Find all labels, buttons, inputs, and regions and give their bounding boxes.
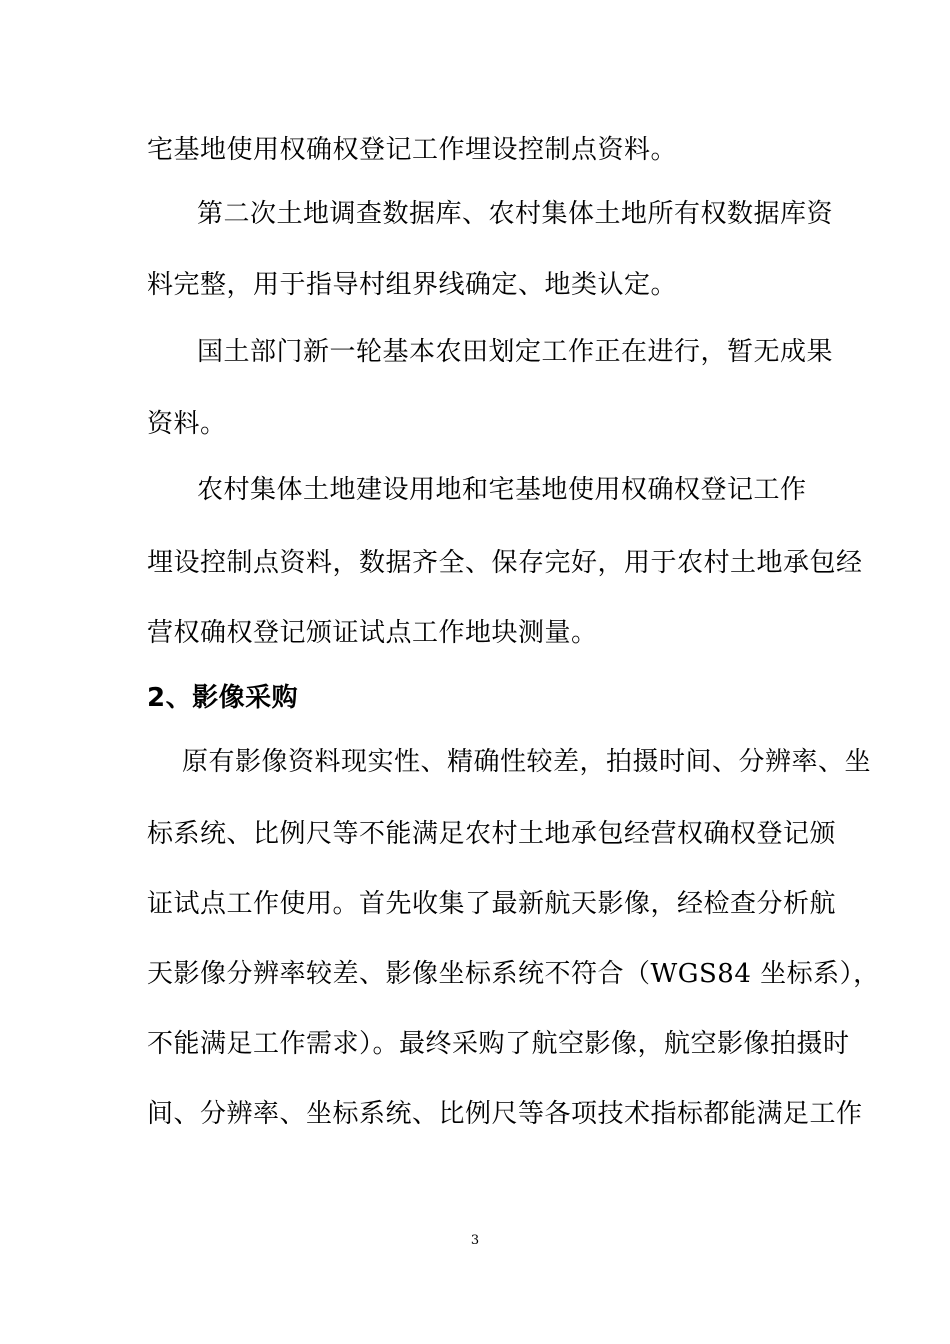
section-paragraph-line-1: 原有影像资料现实性、精确性较差，拍摄时间、分辨率、坐 (182, 747, 872, 777)
paragraph-1-line-1: 宅基地使用权确权登记工作埋设控制点资料。 (147, 135, 678, 165)
section-paragraph-line-6: 间、分辨率、坐标系统、比例尺等各项技术指标都能满足工作 (147, 1099, 863, 1129)
paragraph-4-line-1: 农村集体土地建设用地和宅基地使用权确权登记工作 (197, 475, 807, 505)
paragraph-3-line-1: 国土部门新一轮基本农田划定工作正在进行，暂无成果 (197, 337, 834, 367)
section-paragraph-line-5: 不能满足工作需求）。最终采购了航空影像，航空影像拍摄时 (147, 1029, 850, 1059)
paragraph-2-line-1: 第二次土地调查数据库、农村集体土地所有权数据库资 (197, 199, 834, 229)
paragraph-2-line-2: 料完整，用于指导村组界线确定、地类认定。 (147, 270, 678, 300)
section-paragraph-line-2: 标系统、比例尺等不能满足农村土地承包经营权确权登记颁 (147, 819, 837, 849)
paragraph-4-line-2: 埋设控制点资料，数据齐全、保存完好，用于农村土地承包经 (147, 548, 863, 578)
section-heading: 2、影像采购 (147, 683, 299, 713)
paragraph-3-line-2: 资料。 (147, 409, 227, 439)
section-paragraph-line-3: 证试点工作使用。首先收集了最新航天影像，经检查分析航 (147, 889, 837, 919)
page-number: 3 (470, 1233, 480, 1248)
paragraph-4-line-3: 营权确权登记颁证试点工作地块测量。 (147, 618, 598, 648)
section-paragraph-line-4: 天影像分辨率较差、影像坐标系统不符合（WGS84 坐标系）， (147, 959, 880, 989)
